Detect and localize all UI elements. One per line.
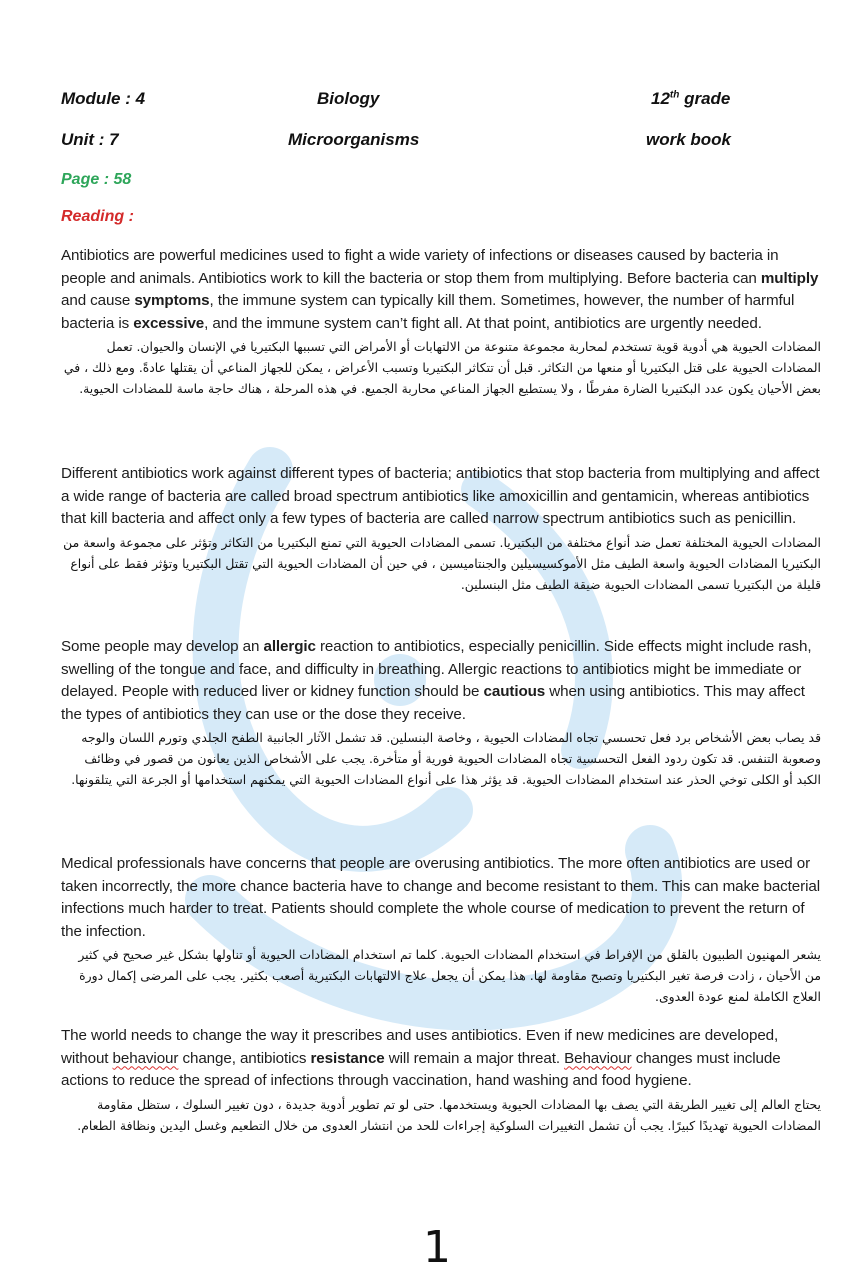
paragraph-2 bbox=[61, 463, 821, 595]
paragraph-arabic: يحتاج العالم إلى تغيير الطريقة التي يصف بها المضادات الحيوية ويستخدمها. حتى لو تم تطوير أدوية جديدة ، دون تغيير السلوك ، ستظل مقاومة المضادات الحيوية تهديدًا كبيرًا. يجب أن تشمل التغييرات السلوكية إجراءات للحد من انتشار العدوى من خلال التطعيم وغسل اليدين ونظافة الطعام. bbox=[77, 1096, 821, 1133]
grade-label bbox=[651, 89, 730, 109]
paragraph-arabic: المضادات الحيوية هي أدوية قوية تستخدم لمحاربة مجموعة متنوعة من الالتهابات أو الأمراض التي تسببها البكتيريا في الإنسان والحيوان. تعمل المضادات الحيوية على قتل البكتيريا أو منعها من التكاثر. قبل أن تتكاثر البكتيريا وتسبب الأعراض ، يمكن للجهاز المناعي أن يقتلها عادةً. ومع ذلك ، في بعض الأحيان يكون عدد البكتيريا الضارة مفرطًا ، ولا يستطيع الجهاز المناعي محاربة الجميع. في هذه المرحلة ، هناك حاجة ماسة للمضادات الحيوية. bbox=[63, 339, 821, 397]
topic-label: Microorganisms bbox=[288, 130, 420, 149]
spellcheck-word: behaviour bbox=[112, 1049, 179, 1067]
paragraph-english: The world needs to change the way it prescribes and uses antibiotics. Even if new medicines are developed, without behaviour change, antibiotics resistance will remain a major threat. Behaviour changes must include actions to reduce the spread of infections through vaccination, hand washing and food hygiene. bbox=[61, 1027, 781, 1090]
grade-suffix: th bbox=[669, 89, 680, 101]
keyword: symptoms bbox=[134, 292, 210, 310]
keyword: resistance bbox=[310, 1049, 385, 1067]
module-label: Module : 4 bbox=[61, 89, 146, 108]
keyword: excessive bbox=[133, 314, 205, 332]
grade-number: 12 bbox=[651, 89, 670, 108]
keyword: cautious bbox=[483, 683, 546, 701]
paragraph-5 bbox=[61, 1025, 821, 1136]
spellcheck-word: Behaviour bbox=[564, 1049, 632, 1067]
keyword: multiply bbox=[760, 269, 819, 287]
unit-label: Unit : 7 bbox=[61, 130, 119, 149]
paragraph-4 bbox=[61, 853, 821, 1007]
paragraph-arabic: المضادات الحيوية المختلفة تعمل ضد أنواع مختلفة من البكتيريا. تسمى المضادات الحيوية التي تمنع البكتيريا من التكاثر وتؤثر على مجموعة واسعة من البكتيريا المضادات الحيوية واسعة الطيف مثل الأموكسيسيلين والجنتاميسين ، في حين أن المضادات الحيوية التي تقتل البكتيريا وتؤثر فقط على أنواع قليلة من البكتيريا تسمى المضادات الحيوية ضيقة الطيف مثل البنسلين. bbox=[63, 534, 821, 592]
book-type-label: work book bbox=[646, 130, 732, 149]
page-label: Page : 58 bbox=[61, 171, 132, 188]
paragraph-arabic: قد يصاب بعض الأشخاص برد فعل تحسسي تجاه المضادات الحيوية ، وخاصة البنسلين. قد تشمل الآثار الجانبية الطفح الجلدي وتورم اللسان والوجه وصعوبة التنفس. قد تكون ردود الفعل التحسسية تجاه المضادات الحيوية فورية أو متأخرة. يجب على الأشخاص الذين يعانون من قصور في وظائف الكبد أو الكلى توخي الحذر عند استخدام المضادات الحيوية. قد يؤثر هذا على أنواع المضادات الحيوية التي يمكنهم استخدامها أو الجرعة التي يتلقونها. bbox=[71, 730, 821, 788]
paragraph-english: Some people may develop an allergic reaction to antibiotics, especially penicillin. Side effects might include rash, swelling of the tongue and face, and difficulty in breathing. Allergic reactions to antibiotics might be immediate or delayed. People with reduced liver or kidney function should be cautious when using antibiotics. This may affect the types of antibiotics they can use or the dose they receive. bbox=[61, 638, 812, 723]
paragraph-1 bbox=[61, 245, 821, 399]
paragraph-3 bbox=[61, 636, 821, 790]
paragraph-english: Antibiotics are powerful medicines used to fight a wide variety of infections or diseases caused by bacteria in people and animals. Antibiotics work to kill the bacteria or stop them from multiplying. Before bacteria can multiply and cause symptoms, the immune system can typically kill them. Sometimes, however, the number of harmful bacteria is excessive, and the immune system can’t fight all. At that point, antibiotics are urgently needed. bbox=[61, 247, 819, 332]
subject-label: Biology bbox=[317, 89, 380, 108]
keyword: allergic bbox=[263, 638, 316, 655]
grade-text: grade bbox=[679, 89, 731, 108]
reading-label: Reading : bbox=[61, 208, 134, 225]
paragraph-english: Different antibiotics work against different types of bacteria; antibiotics that stop bacteria from multiplying and affect a wide range of bacteria are called broad spectrum antibiotics like amoxicillin and gentamicin, whereas antibiotics that kill bacteria and affect only a few types of bacteria are called narrow spectrum antibiotics such as penicillin. bbox=[61, 465, 820, 528]
paragraph-arabic: يشعر المهنيون الطبيون بالقلق من الإفراط في استخدام المضادات الحيوية. كلما تم استخدام المضادات الحيوية أو تناولها بشكل غير صحيح في كثير من الأحيان ، زادت فرصة تغير البكتيريا وتصبح مقاومة لها. هذا يمكن أن يجعل علاج الالتهابات البكتيرية أصعب بكثير. يجب على المرضى إكمال دورة العلاج الكاملة لمنع عودة العدوى. bbox=[78, 947, 821, 1005]
page-number: 1 bbox=[423, 1222, 451, 1273]
paragraph-english: Medical professionals have concerns that people are overusing antibiotics. The more often antibiotics are used or taken incorrectly, the more chance bacteria have to change and become resistant to them. This can make bacterial infections much harder to treat. Patients should complete the whole course of medication to prevent the return of the infection. bbox=[61, 855, 820, 940]
